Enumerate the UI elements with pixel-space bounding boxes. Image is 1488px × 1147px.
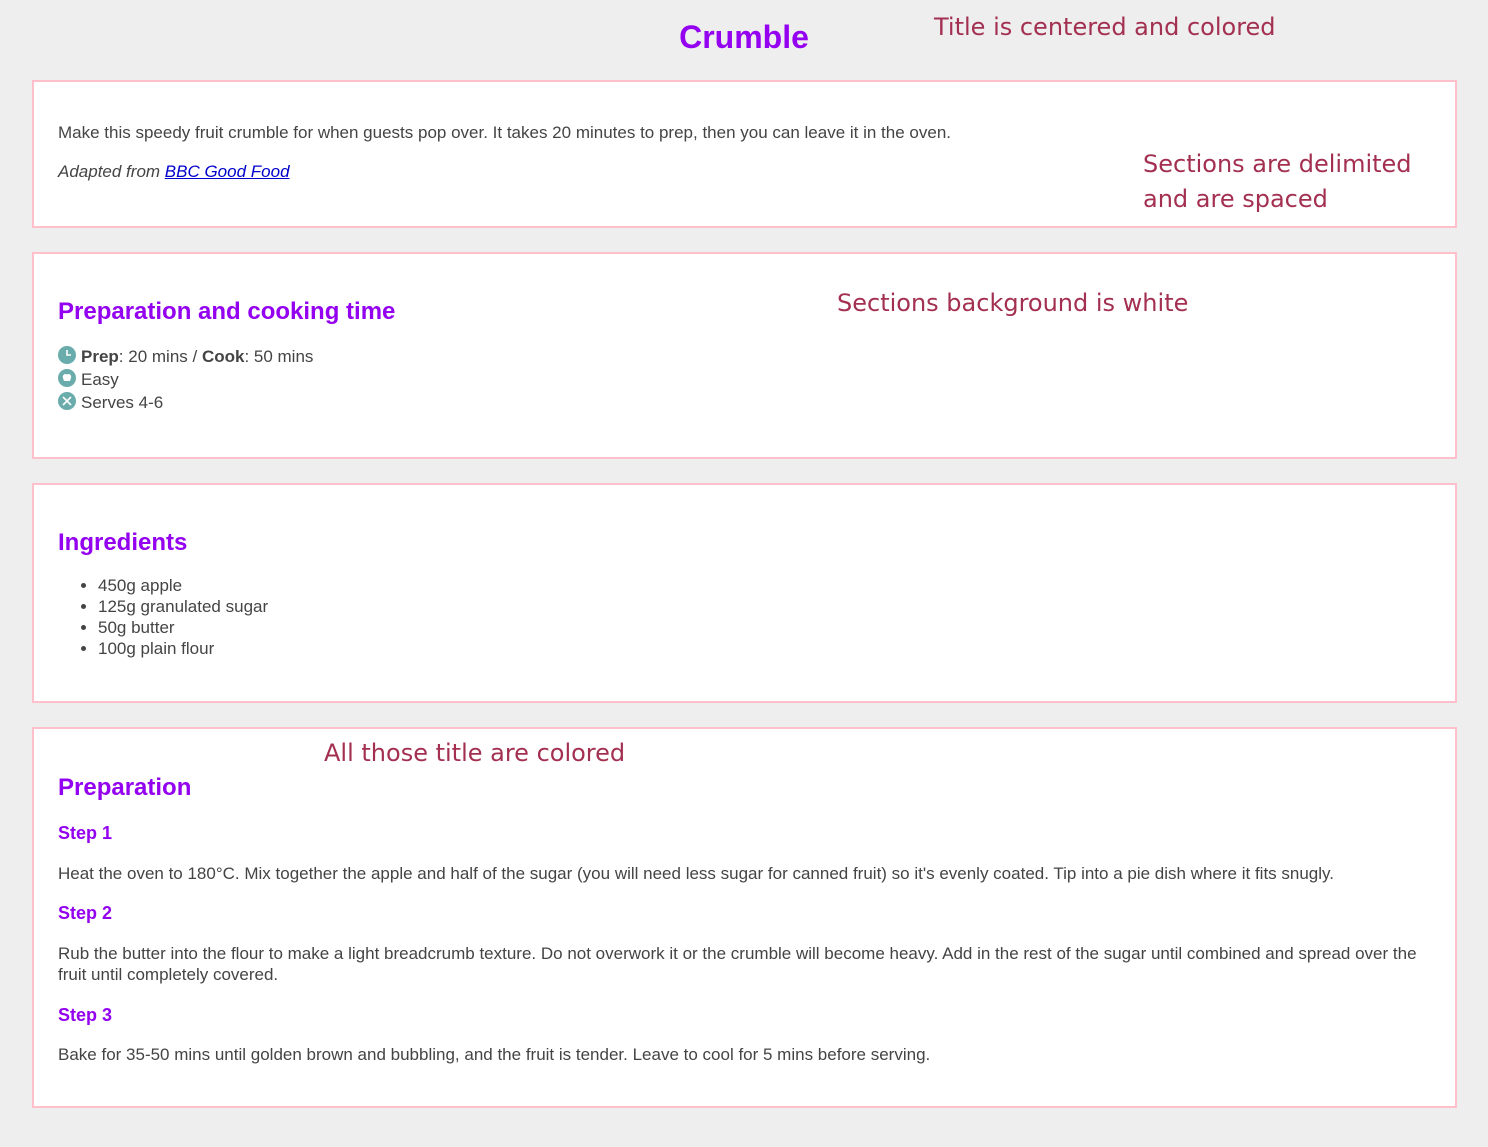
ingredient-item: • 125g granulated sugar: [98, 596, 268, 617]
ingredients-list: [58, 575, 268, 659]
serves-text: Serves 4-6: [81, 392, 164, 412]
prep-value: : 20 mins /: [118, 346, 202, 366]
step-1-text: Heat the oven to 180°C. Mix together the apple and half of the sugar (you will need less sugar for canned fruit) so it's evenly coated. Tip into a pie dish where it fits snugly.: [58, 864, 1334, 883]
prep-label: Prep: [81, 346, 119, 366]
preparation-heading: Preparation: [58, 774, 192, 801]
step-3-text: Bake for 35-50 mins until golden brown and bubbling, and the fruit is tender. Leave to cool for 5 mins before serving.: [58, 1045, 931, 1064]
bbc-good-food-link[interactable]: BBC Good Food: [164, 162, 290, 181]
ingredients-heading: Ingredients: [58, 529, 188, 556]
annotation-sections-line2: and are spaced: [1143, 185, 1328, 213]
ingredient-item: • 450g apple: [98, 575, 268, 596]
step-2-title: Step 2: [58, 903, 113, 923]
chef-hat-icon: [58, 369, 76, 387]
prep-cook-row: [58, 345, 313, 368]
annotation-background-note: Sections background is white: [837, 289, 1189, 317]
adapted-prefix: Adapted from: [58, 162, 165, 181]
ingredient-item: • 100g plain flour: [98, 638, 268, 659]
timing-heading: Preparation and cooking time: [58, 298, 396, 325]
step-1-title: Step 1: [58, 823, 113, 843]
timing-info-list: [58, 345, 313, 414]
step-2-text: Rub the butter into the flour to make a light breadcrumb texture. Do not overwork it or the crumble will become heavy. Add in the rest of the sugar until combined and spread over the fruit until completely covered.: [58, 944, 1417, 984]
ingredients-section: [32, 483, 1457, 703]
cook-label: Cook: [201, 346, 245, 366]
difficulty-row: [58, 368, 313, 391]
recipe-description: Make this speedy fruit crumble for when guests pop over. It takes 20 minutes to prep, then you can leave it in the oven.: [58, 123, 951, 142]
clock-icon: [58, 346, 76, 364]
adapted-from-text: [58, 161, 290, 183]
cutlery-icon: [58, 392, 76, 410]
ingredient-item: • 50g butter: [98, 617, 268, 638]
step-3-title: Step 3: [58, 1005, 113, 1025]
cook-value: : 50 mins: [244, 346, 314, 366]
difficulty-text: Easy: [81, 369, 119, 389]
annotation-sections-line1: Sections are delimited: [1143, 150, 1412, 178]
serves-row: [58, 391, 313, 414]
annotation-title-note: Title is centered and colored: [934, 13, 1276, 41]
page-title: Crumble: [679, 19, 809, 55]
prep-cook-text: [81, 347, 313, 367]
annotation-titles-note: All those title are colored: [324, 739, 626, 767]
timing-section: [32, 252, 1457, 459]
preparation-section: [32, 727, 1457, 1108]
annotation-sections-note: [1143, 147, 1412, 217]
